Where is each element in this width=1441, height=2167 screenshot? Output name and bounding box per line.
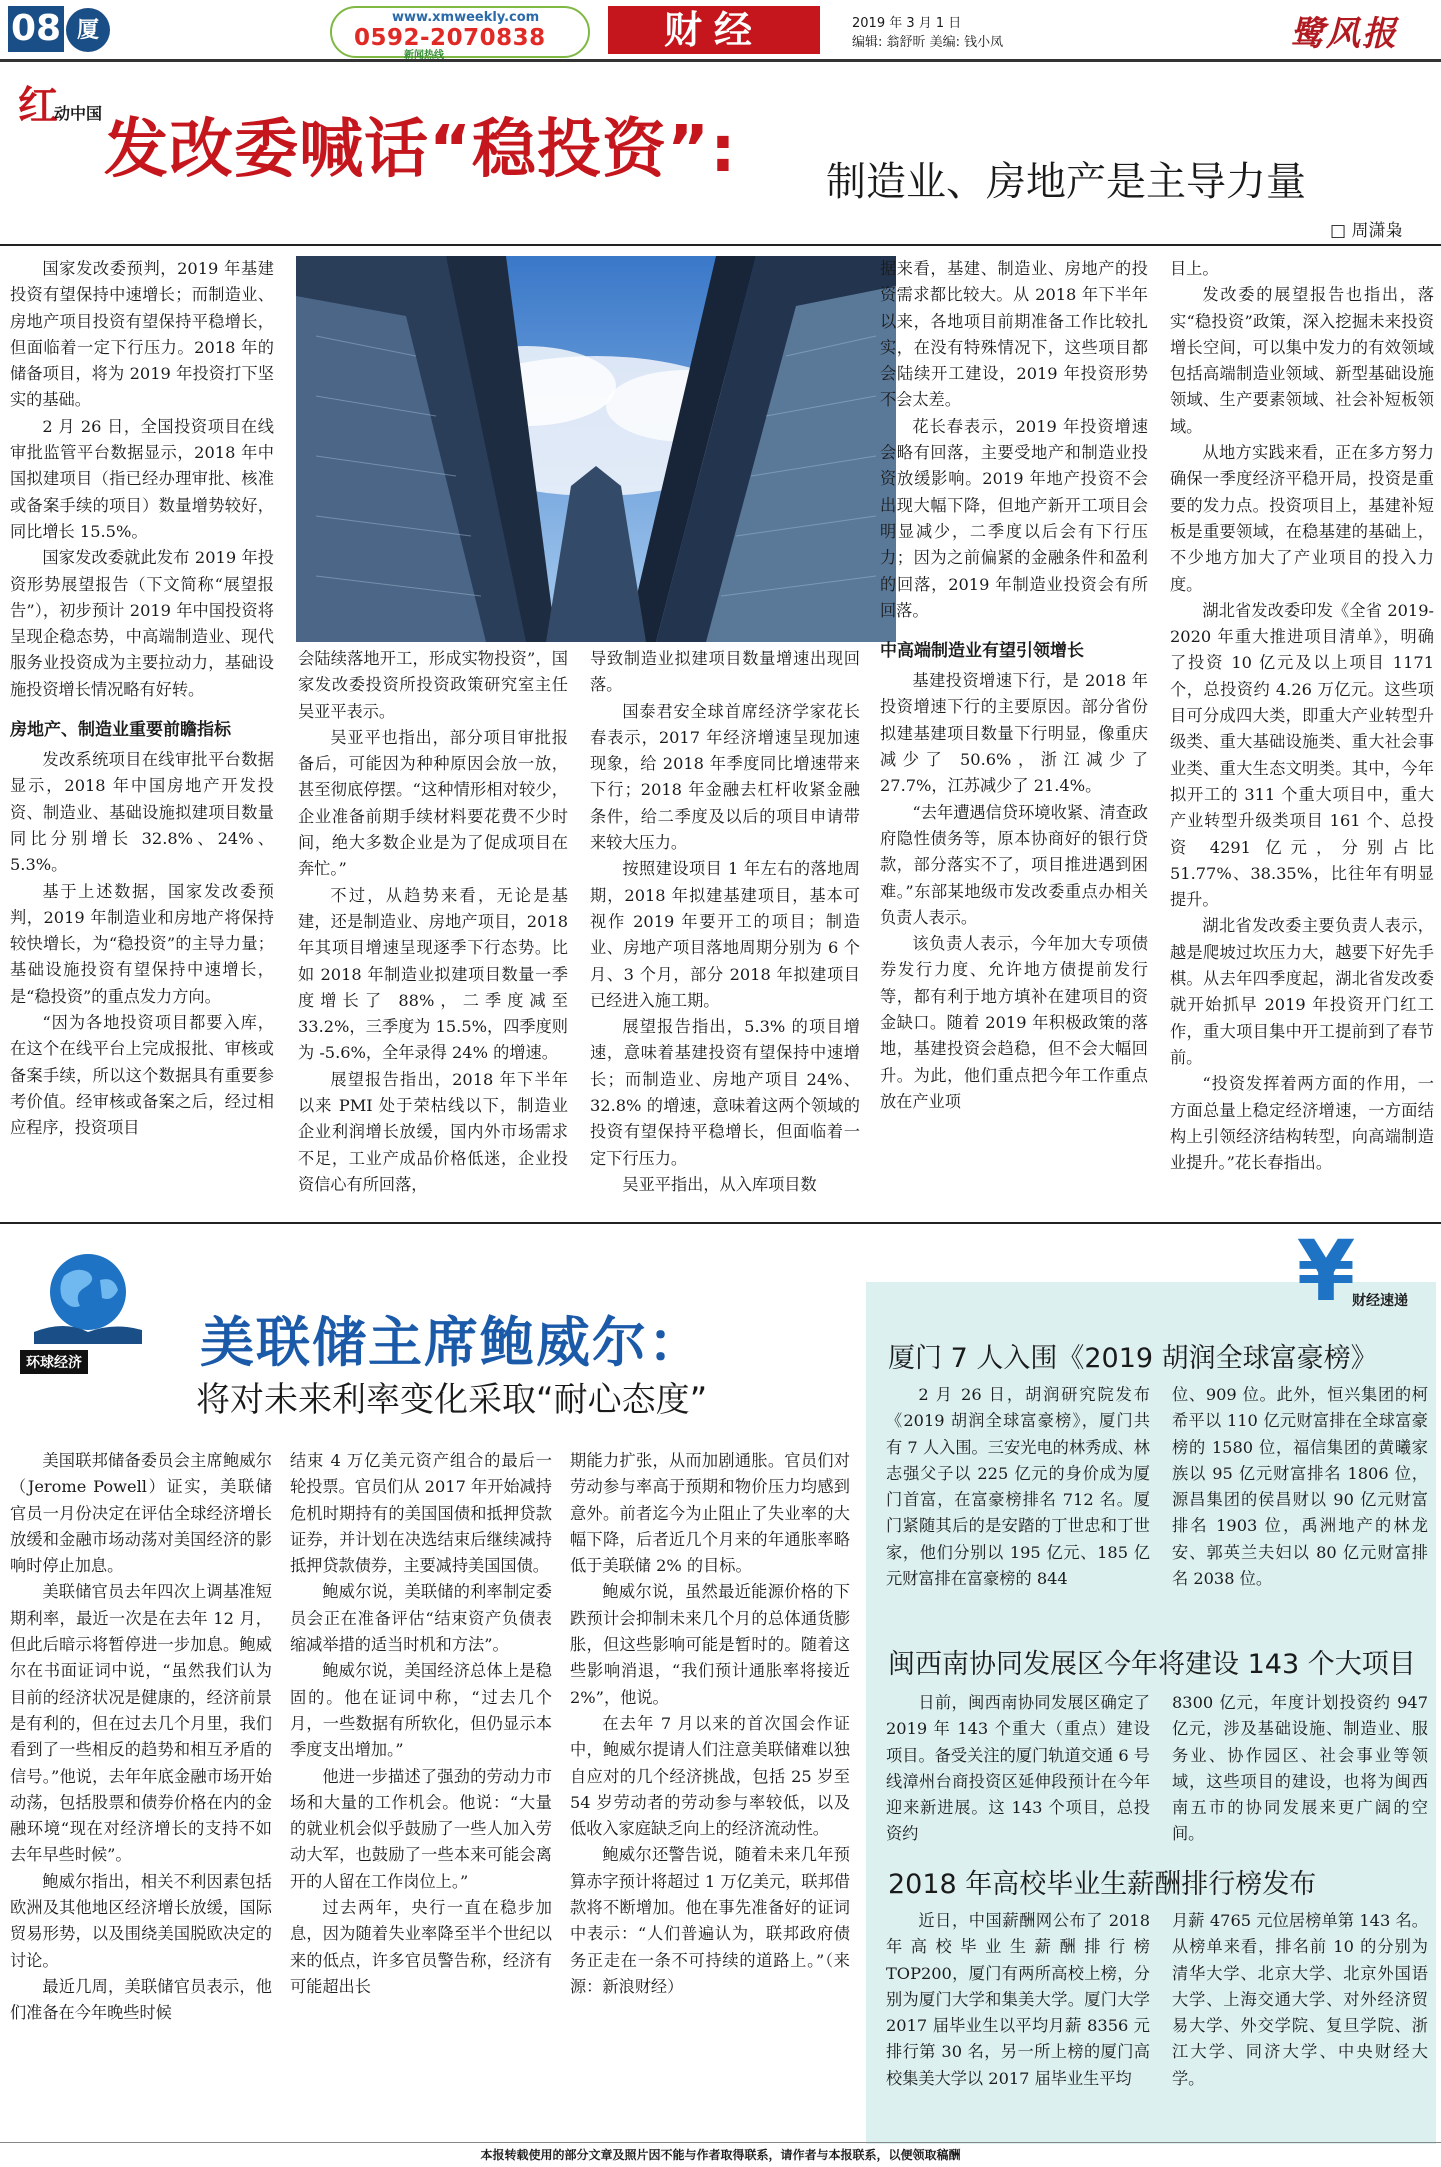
news-title: 闽西南协同发展区今年将建设 143 个大项目 [888,1649,1416,1680]
paragraph: 湖北省发改委印发《全省 2019-2020 年重大推进项目清单》，明确了投资 10 亿元及以上项目 1171 个，总投资约 4.26 万亿元。这些项目可分成四大类，即重大产业转型升级类、重大基础设施类、重大社会事业类、重大生态文明类。其中，今年拟开工的 311 个重大项目中，重大产业转型升级类项目 161 个、总投资 4291 亿元，分别占比 51.77%、38.35%，比往年有明显提升。 [1170,600,1434,910]
paragraph: 不过，从趋势来看，无论是基建，还是制造业、房地产项目，2018 年其项目增速呈现逐季下行态势。比如 2018 年制造业拟建项目数量一季度增长了 88%，二季度减至 33.2%，三季度为 15.5%，四季度则为 -5.6%，全年录得 24% 的增速。 [298,885,568,1063]
fed-headline: 美联储主席鲍威尔： [200,1311,704,1374]
page-footer-notice: 本报转载使用的部分文章及照片因不能与作者取得联系，请作者与本报联系，以便领取稿酬 [0,2142,1441,2167]
paragraph: 国家发改委就此发布 2019 年投资形势展望报告（下文简称“展望报告”），初步预计 2019 年中国投资将呈现企稳态势，中高端制造业、现代服务业投资成为主要拉动力，基础设施投资增长情况略有好转。 [10,548,274,699]
paragraph: 基建投资增速下行，是 2018 年投资增速下行的主要原因。部分省份拟建基建项目数量下行明显，像重庆减少了 50.6%，浙江减少了 27.7%，江苏减少了 21.4%。 [880,671,1148,796]
paragraph: “投资发挥着两方面的作用，一方面总量上稳定经济增速，一方面结构上引领经济结构转型，向高端制造业提升。”花长春指出。 [1170,1074,1434,1173]
paragraph: 发改系统项目在线审批平台数据显示，2018 年中国房地产开发投资、制造业、基础设施拟建项目数量同比分别增长 32.8%、24%、5.3%。 [10,750,274,875]
paragraph: 花长春表示，2019 年投资增速会略有回落，主要受地产和制造业投资放缓影响。2019 年地产投资不会出现大幅下降，但地产新开工项目会明显减少，二季度以后会有下行压力；因为之前偏紧的金融条件和盈利的回落，2019 年制造业投资会有所回落。 [880,416,1148,620]
issue-info [852,14,1003,52]
page-number: 08 [8,6,64,52]
paragraph: 2 月 26 日，胡润研究院发布《2019 胡润全球富豪榜》，厦门共有 7 人入围。三安光电的林秀成、林志强父子以 225 亿元的身价成为厦门首富，在富豪榜排名 712 名。厦门紧随其后的是安踏的丁世忠和丁世家，他们分别以 195 亿元、185 亿元财富排在富豪榜的 844 [886,1385,1150,1589]
paragraph: 近日，中国薪酬网公布了 2018 年高校毕业生薪酬排行榜 TOP200，厦门有两所高校上榜，分别为厦门大学和集美大学。厦门大学 2017 届毕业生以平均月薪 8356 元排行第 30 名，另一所上榜的厦门高校集美大学以 2017 届毕业生平均 [886,1911,1150,2088]
kicker-big: 红 [18,83,58,129]
paragraph: 最近几周，美联储官员表示，他们准备在今年晚些时候 [10,1976,272,2023]
paragraph: 鲍威尔说，美国经济总体上是稳固的。他在证词中称，“过去几个月，一些数据有所软化，但仍显示本季度支出增加。” [290,1661,552,1760]
paragraph: “因为各地投资项目都要入库，在这个在线平台上完成报批、审核或备案手续，所以这个数据具有重要参考价值。经审核或备案之后，经过相应程序，投资项目 [10,1013,274,1138]
paragraph: 国家发改委预判，2019 年基建投资有望保持中速增长；而制造业、房地产项目投资有望保持平稳增长，但面临着一定下行压力。2018 年的储备项目，将为 2019 年投资打下坚实的基础。 [10,259,274,410]
fed-column-3 [570,1448,850,2138]
subheadline: 制造业、房地产是主导力量 [826,159,1306,205]
article-column-1 [10,256,274,1216]
paragraph: 按照建设项目 1 年左右的落地周期，2018 年拟建基建项目，基本可视作 2019 年要开工的项目；制造业、房地产项目落地周期分别为 6 个月、3 个月，部分 2018 年拟建项目已经进入施工期。 [590,859,860,1010]
news-body-right [1172,1382,1428,1589]
promo-hotline: 新闻热线 [404,50,444,61]
paragraph: 美联储官员去年四次上调基准短期利率，最近一次是在去年 12 月，但此后暗示将暂停进一步加息。鲍威尔在书面证词中说，“虽然我们认为目前的经济状况是健康的，经济前景是有利的，但在过去几个月里，我们看到了一些相反的趋势和相互矛盾的信号。”他说，去年年底金融市场开始动荡，包括股票和债券价格在内的金融环境“现在对经济增长的支持不如去年早些时候”。 [10,1582,272,1865]
news-body-left [886,1690,1150,1844]
headline: 发改委喊话“稳投资”: [104,113,737,187]
paragraph: 鲍威尔还警告说，随着未来几年预算赤字预计将超过 1 万亿美元，联邦借款将不断增加。他在事先准备好的证词中表示：“人们普遍认为，联邦政府债务正走在一条不可持续的道路上。”（来源：新浪财经） [570,1845,850,1996]
paragraph: 鲍威尔说，美联储的利率制定委员会正在准备评估“结束资产负债表缩减举措的适当时机和方法”。 [290,1582,552,1655]
paragraph: 日前，闽西南协同发展区确定了 2019 年 143 个重大（重点）建设项目。备受关注的厦门轨道交通 6 号线漳州台商投资区延伸段预计在今年迎来新进展。这 143 个项目，总投资约 [886,1693,1150,1844]
paragraph: 展望报告指出，2018 年下半年以来 PMI 处于荣枯线以下，制造业企业利润增长放缓，国内外市场需求不足，工业产成品价格低迷，企业投资信心有所回落， [298,1069,568,1194]
news-title: 2018 年高校毕业生薪酬排行榜发布 [888,1869,1317,1900]
news-body-left [886,1382,1150,1589]
kicker-small: 动中国 [54,104,103,123]
paragraph: 该负责人表示，今年加大专项债券发行力度、允许地方债提前发行等，都有利于地方填补在建项目的资金缺口。随着 2019 年积极政策的落地，基建投资会趋稳，但不会大幅回升。为此，他们重点把今年工作重点放在产业项 [880,934,1148,1111]
promo-phone: 0592-2070838 [354,25,546,51]
paragraph: 在去年 7 月以来的首次国会作证中，鲍威尔提请人们注意美联储难以独自应对的几个经济挑战，包括 25 岁至 54 岁劳动者的劳动参与率较低，以及低收入家庭缺乏向上的经济流动性。 [570,1713,850,1839]
news-body-right [1172,1908,1428,2140]
article-column-4 [880,256,1148,1216]
paragraph: 湖北省发改委主要负责人表示，越是爬坡过坎压力大，越要下好先手棋。从去年四季度起，湖北省发改委就开始抓早 2019 年投资开门红工作，重大项目集中开工提前到了春节前。 [1170,916,1434,1067]
paragraph: 鲍威尔说，虽然最近能源价格的下跌预计会抑制未来几个月的总体通货膨胀，但这些影响可能是暂时的。随着这些影响消退，“我们预计通胀率将接近 2%”，他说。 [570,1582,850,1707]
issue-date: 2019 年 3 月 1 日 [852,16,962,31]
paragraph: 吴亚平指出，从入库项目数 [622,1174,817,1194]
news-body-right [1172,1690,1428,1844]
paragraph: 基于上述数据，国家发改委预判，2019 年制造业和房地产将保持较快增长，为“稳投资”的主导力量；基础设施投资有望保持中速增长，是“稳投资”的重点发力方向。 [10,881,274,1006]
promo-url: www.xmweekly.com [392,10,540,25]
section-tag-global-economy: 环球经济 [20,1350,88,1374]
paragraph: 导致制造业拟建项目数量增速出现回落。 [590,649,860,695]
paragraph: 期能力扩张，从而加剧通胀。官员们对劳动参与率高于预期和物价压力均感到意外。前者迄今为止阻止了失业率的大幅下降，后者近几个月来的年通胀率略低于美联储 2% 的目标。 [570,1451,850,1576]
fed-column-2 [290,1448,552,2138]
divider [0,1222,1441,1224]
section-tag: 财经 [608,6,820,54]
section-heading: 房地产、制造业重要前瞻指标 [10,720,231,741]
paragraph: 过去两年，央行一直在稳步加息，因为随着失业率降至半个世纪以来的低点，许多官员警告称，经济有可能超出长 [290,1898,552,1996]
skyscraper-photo [296,256,896,642]
hotline-promo [330,6,590,61]
article-column-3 [590,646,860,1216]
svg-text:¥: ¥ [1296,1222,1356,1320]
page-emblem-icon: 厦 [66,8,110,52]
paragraph: 月薪 4765 元位居榜单第 143 名。从榜单来看，排名前 10 的分别为清华大学、北京大学、北京外国语大学、上海交通大学、对外经济贸易大学、外交学院、复旦学院、浙江大学、同济大学、中央财经大学。 [1172,1911,1428,2088]
globe-hand-icon [14,1240,154,1354]
section-heading: 中高端制造业有望引领增长 [880,641,1084,662]
paragraph: 美国联邦储备委员会主席鲍威尔（Jerome Powell）证实，美联储官员一月份决定在评估全球经济增长放缓和金融市场动荡对美国经济的影响时停止加息。 [10,1451,272,1576]
paragraph: 会陆续落地开工，形成实物投资”，国家发改委投资所投资政策研究室主任吴亚平表示。 [298,649,568,721]
paragraph: 据来看，基建、制造业、房地产的投资需求都比较大。从 2018 年下半年以来，各地项目前期准备工作比较扎实，在没有特殊情况下，这些项目都会陆续开工建设，2019 年投资形势不会太差。 [880,259,1148,410]
paragraph: 结束 4 万亿美元资产组合的最后一轮投票。官员们从 2017 年开始减持危机时期持有的美国国债和抵押贷款证券，并计划在决选结束后继续减持抵押贷款债券，主要减持美国国债。 [290,1451,552,1576]
paragraph: 他进一步描述了强劲的劳动力市场和大量的工作机会。他说：“大量的就业机会似乎鼓励了一些人加入劳动大军，也鼓励了一些本来可能会离开的人留在工作岗位上。” [290,1766,552,1891]
divider [0,244,1441,246]
paragraph: 位、909 位。此外，恒兴集团的柯希平以 110 亿元财富排在全球富豪榜的 1580 位，福信集团的黄曦家族以 95 亿元财富排名 1806 位，源昌集团的侯昌财以 90 亿元财富排名 1903 位，禹洲地产的林龙安、郭英兰夫妇以 80 亿元财富排名 2038 位。 [1172,1385,1428,1589]
page-header [0,0,1441,62]
paragraph: 鲍威尔指出，相关不利因素包括欧洲及其他地区经济增长放缓，国际贸易形势，以及围绕美国脱欧决定的讨论。 [10,1871,272,1970]
news-body-left [886,1908,1150,2140]
fed-subheadline: 将对未来利率变化采取“耐心态度” [196,1380,708,1420]
paragraph: 发改委的展望报告也指出，落实“稳投资”政策，深入挖掘未来投资增长空间，可以集中发力的有效领域包括高端制造业领域、新型基础设施领域、生产要素领域、社会补短板领域。 [1170,285,1434,436]
paragraph: “去年遭遇信贷环境收紧、清查政府隐性债务等，原本协商好的银行贷款，部分落实不了，项目推进遇到困难。”东部某地级市发改委重点办相关负责人表示。 [880,802,1148,927]
article-column-5 [1170,256,1434,1216]
paragraph: 从地方实践来看，正在多方努力确保一季度经济平稳开局，投资是重要的发力点。投资项目上，基建补短板是重要领域，在稳基建的基础上，不少地方加大了产业项目的投入力度。 [1170,443,1434,594]
news-title: 厦门 7 人入围《2019 胡润全球富豪榜》 [888,1343,1378,1374]
paragraph: 吴亚平也指出，部分项目审批报备后，可能因为种种原因会放一放，甚至彻底停摆。“这种情形相对较少，企业准备前期手续材料要花费不少时间，绝大多数企业是为了促成项目在奔忙。” [298,727,568,879]
editors: 编辑: 翁舒昕 美编: 钱小凤 [852,35,1004,50]
column-kicker [18,74,102,131]
paragraph: 8300 亿元，年度计划投资约 947 亿元，涉及基础设施、制造业、服务业、协作园区、社会事业等领域，这些项目的建设，也将为闽西南五市的协同发展来更广阔的空间。 [1172,1693,1428,1844]
paragraph: 2 月 26 日，全国投资项目在线审批监管平台数据显示，2018 年中国拟建项目（指已经办理审批、核准或备案手续的项目）数量增势较好，同比增长 15.5%。 [10,416,274,541]
paragraph: 展望报告指出，5.3% 的项目增速，意味着基建投资有望保持中速增长；而制造业、房地产项目 24%、32.8% 的增速，意味着这两个领域的投资有望保持平稳增长，但面临着一定下行压力。 [590,1017,860,1168]
article-column-2 [298,646,568,1216]
paragraph: 国泰君安全球首席经济学家花长春表示，2017 年经济增速呈现加速现象，给 2018 年季度同比增速带来下行；2018 年金融去杠杆收紧金融条件，给二季度及以后的项目申请带来较大压力。 [590,701,860,853]
byline: □ 周潇枭 [1330,221,1403,241]
fed-column-1 [10,1448,272,2138]
finance-briefs-label: 财经速递 [1352,1293,1408,1309]
paper-logo: 鹭风报 [1290,14,1398,54]
paragraph: 目上。 [1170,259,1219,278]
